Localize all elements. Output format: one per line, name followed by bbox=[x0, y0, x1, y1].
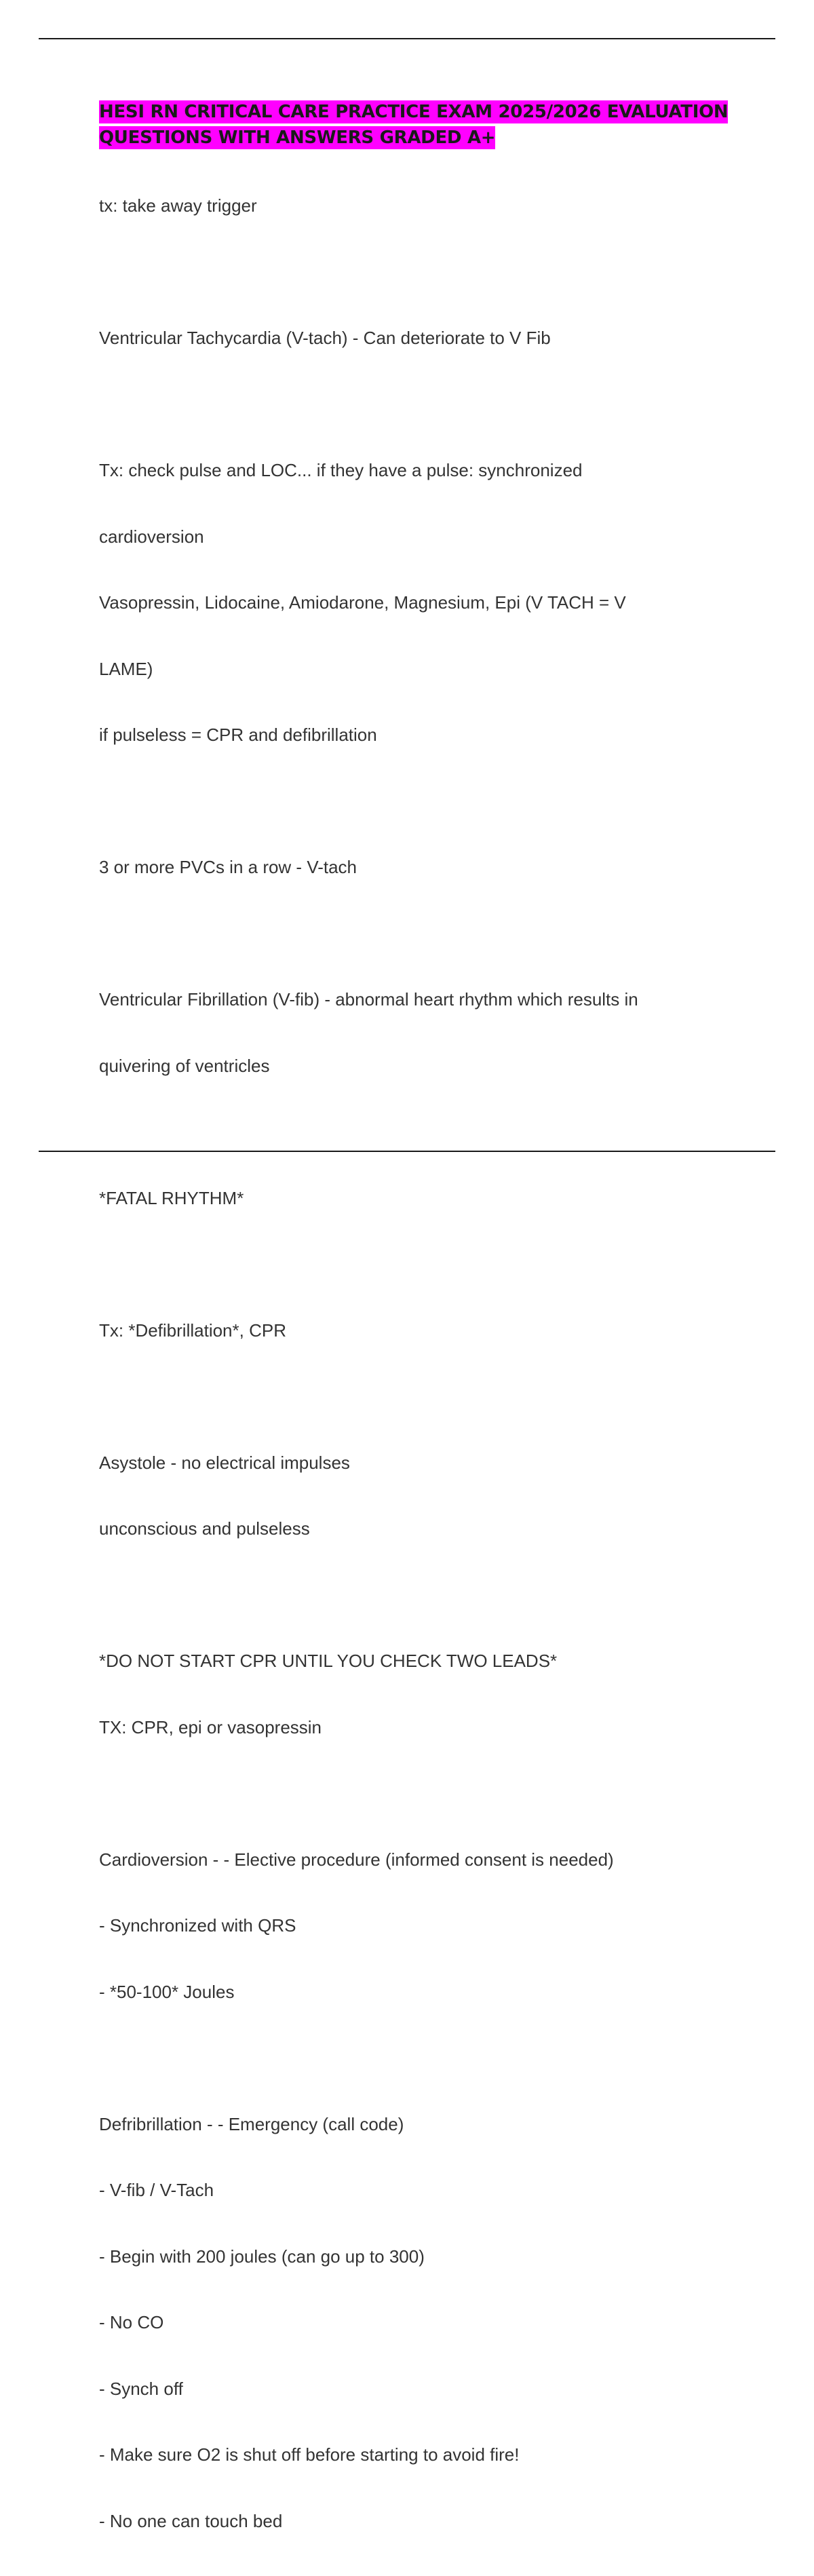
text-line: - No one can touch bed bbox=[99, 2510, 283, 2531]
text-line: - Synch off bbox=[99, 2378, 183, 2399]
page-content bbox=[99, 99, 750, 2576]
text-line: Defribrillation - - Emergency (call code) bbox=[99, 2113, 404, 2134]
blank-line bbox=[99, 1584, 750, 1607]
document-body bbox=[99, 151, 750, 2576]
text-line: if pulseless = CPR and defibrillation bbox=[99, 725, 377, 745]
text-line: Tx: check pulse and LOC... if they have a pulse: synchronized bbox=[99, 460, 583, 480]
text-line: LAME) bbox=[99, 658, 153, 679]
text-line: Asystole - no electrical impulses bbox=[99, 1452, 350, 1473]
text-line: TX: CPR, epi or vasopressin bbox=[99, 1716, 322, 1737]
blank-line bbox=[99, 1253, 750, 1275]
header-rule bbox=[39, 38, 775, 39]
footer-rule bbox=[39, 1151, 775, 1152]
text-line: unconscious and pulseless bbox=[99, 1518, 310, 1539]
text-line: Ventricular Tachycardia (V-tach) - Can deteriorate to V Fib bbox=[99, 328, 551, 348]
blank-line bbox=[99, 790, 750, 813]
text-line: - V-fib / V-Tach bbox=[99, 2180, 214, 2200]
blank-line bbox=[99, 1121, 750, 1143]
text-line: Tx: *Defibrillation*, CPR bbox=[99, 1320, 286, 1341]
text-line: Cardioversion - - Elective procedure (informed consent is needed) bbox=[99, 1849, 614, 1870]
blank-line bbox=[99, 261, 750, 284]
text-line: - No CO bbox=[99, 2312, 164, 2332]
blank-line bbox=[99, 2047, 750, 2069]
text-line: *FATAL RHYTHM* bbox=[99, 1187, 244, 1208]
text-line: *DO NOT START CPR UNTIL YOU CHECK TWO LEADS* bbox=[99, 1651, 558, 1671]
text-line: - *50-100* Joules bbox=[99, 1981, 235, 2002]
text-line: Vasopressin, Lidocaine, Amiodarone, Magnesium, Epi (V TACH = V bbox=[99, 592, 626, 613]
text-line: - Begin with 200 joules (can go up to 300) bbox=[99, 2246, 425, 2267]
text-line: 3 or more PVCs in a row - V-tach bbox=[99, 857, 357, 877]
text-line: Ventricular Fibrillation (V-fib) - abnormal heart rhythm which results in bbox=[99, 989, 638, 1010]
text-line: cardioversion bbox=[99, 526, 204, 547]
text-line: quivering of ventricles bbox=[99, 1055, 270, 1076]
document-title bbox=[99, 99, 750, 151]
title-highlight: HESI RN CRITICAL CARE PRACTICE EXAM 2025/2026 EVALUATION QUESTIONS WITH ANSWERS GRADED A+ bbox=[99, 102, 729, 148]
blank-line bbox=[99, 923, 750, 945]
text-line: - Synchronized with QRS bbox=[99, 1915, 296, 1936]
text-line: tx: take away trigger bbox=[99, 195, 257, 216]
blank-line bbox=[99, 1782, 750, 1805]
text-line: - Make sure O2 is shut off before starting to avoid fire! bbox=[99, 2444, 520, 2465]
blank-line bbox=[99, 393, 750, 416]
blank-line bbox=[99, 1385, 750, 1408]
